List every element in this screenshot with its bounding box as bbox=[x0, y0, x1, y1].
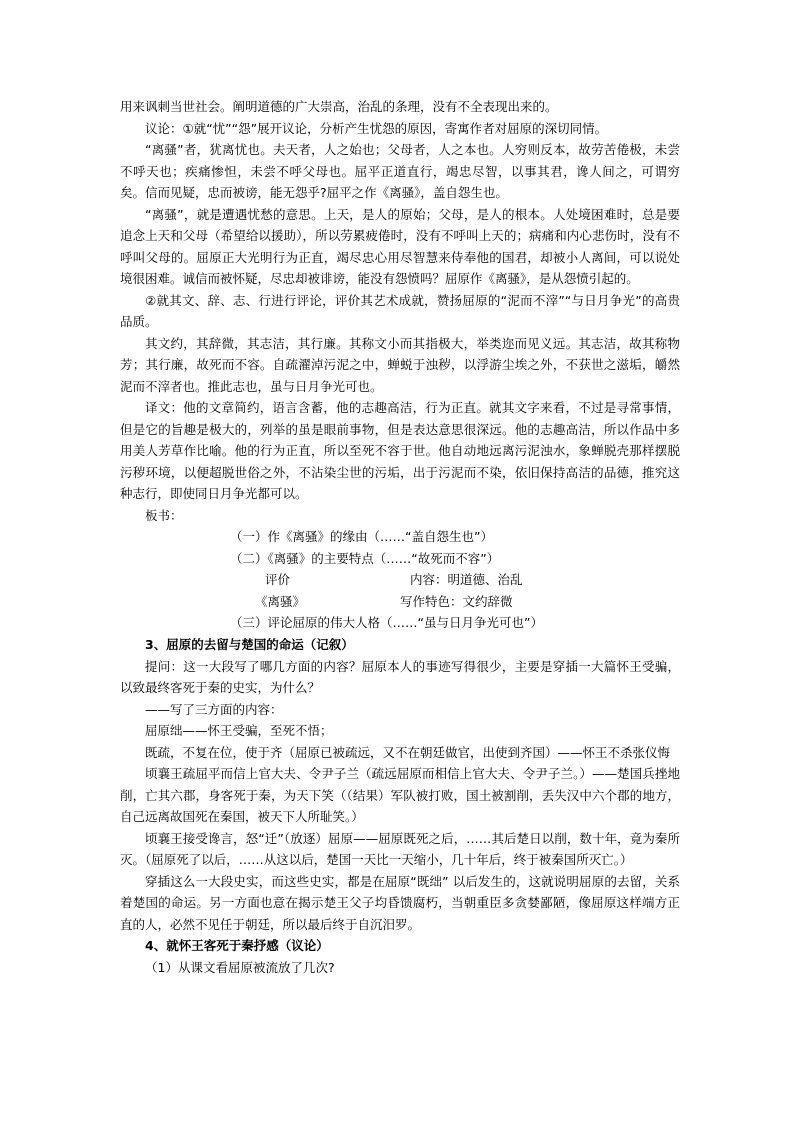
document-page bbox=[120, 96, 680, 978]
board-line-2: （二）《离骚》的主要特点（……“故死而不容”） bbox=[230, 550, 500, 566]
board-content: 内容：明道德、治乱 bbox=[410, 572, 523, 587]
paragraph-original-text-2: 其文约，其辞微，其志洁，其行廉。其称文小而其指极大，举类迩而见义远。其志洁，故其称物芳；其行廉，故死而不容。自疏濯淖污泥之中，蝉蜕于浊秽，以浮游尘埃之外，不获世之滋垢，皭然泥而不滓者也。推此志也，虽与日月争光可也。 bbox=[120, 335, 680, 394]
paragraph-intro-end: 用来讽刺当世社会。阐明道德的广大崇高，治乱的条理，没有不全表现出来的。 bbox=[120, 99, 558, 114]
section-4-question: （1）从课文看屈原被流放了几次? bbox=[145, 959, 335, 975]
section-3-point-4: 顷襄王接受谗言，怒“迁”（放逐）屈原——屈原既死之后，……其后楚日以削，数十年，竟为秦所灭。（屈原死了以后，……从这以后，楚国一天比一天缩小，几十年后，终于被秦国所灭亡。） bbox=[120, 830, 680, 867]
board-line-3: （三）评论屈原的伟大人格（……“虽与日月争光可也”） bbox=[230, 615, 543, 630]
paragraph-original-text-1: “离骚”者，犹离忧也。夫天者，人之始也；父母者，人之本也。人穷则反本，故劳苦倦极，未尝不呼天也；疾痛惨怛，未尝不呼父母也。屈平正道直行，竭忠尽智，以事其君，谗人间之，可谓穷矣。信而见疑，忠而被谤，能无怨乎?屈平之作《离骚》，盖自怨生也。 bbox=[120, 142, 680, 200]
board-style: 写作特色：文约辞微 bbox=[400, 593, 513, 609]
blackboard-outline bbox=[120, 526, 680, 634]
section-3-heading: 3、屈原的去留与楚国的命运（记叙） bbox=[145, 637, 354, 652]
section-3-point-3: 顷襄王疏屈平而信上官大夫、令尹子兰（疏远屈原而相信上官大夫、令尹子兰。）——楚国兵挫地削，亡其六郡，身客死于秦，为天下笑（（结果）军队被打败，国土被割削，丢失汉中六个郡的地方，自己远离故国死在秦国，被天下人所耻笑。） bbox=[120, 766, 680, 824]
paragraph-discussion-1: 议论：①就“忧”“怨”展开议论，分析产生忧怨的原因，寄寓作者对屈原的深切同情。 bbox=[145, 120, 608, 136]
board-eval: 评价 bbox=[265, 572, 291, 587]
board-label: 板书： bbox=[145, 507, 183, 523]
section-3-answer-intro: ——写了三方面的内容： bbox=[145, 701, 283, 717]
section-3-question: 提问：这一大段写了哪几方面的内容？屈原本人的事迹写得很少，主要是穿插一大篇怀王受骗，以致最终客死于秦的史实，为什么？ bbox=[120, 658, 680, 695]
section-4-heading: 4、就怀王客死于秦抒感（议论） bbox=[145, 938, 329, 953]
section-3-point-2: 既疏，不复在位，使于齐（屈原已被疏远，又不在朝廷做官，出使到齐国）——怀王不杀张仪悔 bbox=[145, 744, 671, 760]
board-lisao: 《离骚》 bbox=[255, 593, 306, 609]
section-3-summary: 穿插这么一大段史实，而这些史实，都是在屈原“既绌” 以后发生的，这就说明屈原的去留，关系着楚国的命运。另一方面也意在揭示楚王父子均昏馈腐朽，当朝重臣多贪婪鄙陋，像屈原这样端方正直的人，必然不见任于朝廷，所以最后终于自沉汨罗。 bbox=[120, 873, 680, 932]
paragraph-discussion-2: ②就其文、辞、志、行进行评论，评价其艺术成就，赞扬屈原的“泥而不滓”“与日月争光”的高贵品质。 bbox=[120, 292, 680, 329]
paragraph-translation-1: “离骚”，就是遭遇忧愁的意思。上天，是人的原始；父母，是人的根本。人处境困难时，总是要追念上天和父母（希望给以援助），所以劳累疲倦时，没有不呼叫上天的；病痛和内心悲伤时，没有不呼叫父母的。屈原正大光明行为正直，竭尽忠心用尽智慧来侍奉他的国君，却被小人离间，可以说处境很困难。诚信而被怀疑，尽忠却被诽谤，能没有怨愤吗？屈原作《离骚》，是从怨愤引起的。 bbox=[120, 206, 680, 286]
section-3-point-1: 屈原绌——怀王受骗，至死不悟； bbox=[145, 723, 333, 738]
board-line-1: （一）作《离骚》的缘由（……“盖自怨生也”） bbox=[230, 529, 493, 544]
paragraph-translation-2: 译文：他的文章简约，语言含蓄，他的志趣高洁，行为正直。就其文字来看，不过是寻常事情，但是它的旨趣是极大的，列举的虽是眼前事物，但是表达意思很深远。他的志趣高洁，所以作品中多用美人芳草作比喻。他的行为正直，所以至死不容于世。他自动地远离污泥浊水，象蝉脱壳那样摆脱污秽环境，以便超脱世俗之外，不沾染尘世的污垢，出于污泥而不染，依旧保持高洁的品德，推究这种志行，即使同日月争光都可以。 bbox=[120, 400, 680, 501]
